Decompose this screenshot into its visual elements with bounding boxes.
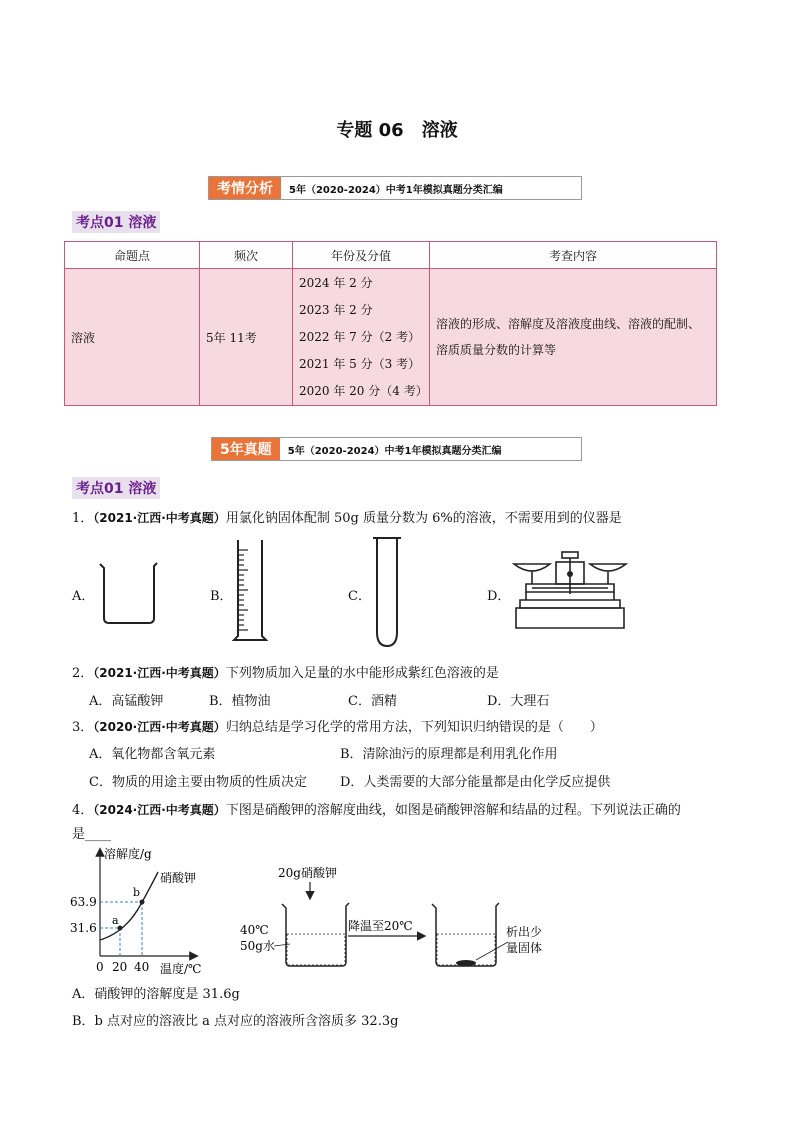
banner-subtitle: 5年（2020-2024）中考1年模拟真题分类汇编 (289, 184, 503, 196)
option: B．植物油 (209, 694, 271, 709)
option: C．酒精 (348, 694, 397, 709)
analysis-table (64, 241, 717, 406)
x-axis-label: 温度/℃ (160, 962, 202, 974)
option: C．物质的用途主要由物质的性质决定 (89, 775, 307, 790)
question-source: （2021·江西·中考真题） (93, 511, 226, 525)
beaker-icon (98, 560, 160, 626)
x-tick: 0 (96, 960, 104, 974)
knowledge-point-heading: 考点01 溶液 (72, 211, 160, 233)
result-label-line2: 量固体 (506, 941, 543, 955)
point-a-label: a (112, 914, 119, 927)
table-row (65, 269, 717, 406)
solubility-curve-graph (66, 844, 236, 974)
banner-tag: 5年真题 (212, 438, 280, 460)
question-1 (72, 507, 622, 526)
question-text: 归纳总结是学习化学的常用方法，下列知识归纳错误的是（ ） (225, 720, 603, 735)
curve-label: 硝酸钾 (160, 871, 197, 885)
process-step-label: 降温至20℃ (348, 919, 413, 933)
option-label: A． (72, 589, 95, 604)
option-label: C． (348, 589, 371, 604)
y-tick: 31.6 (70, 921, 97, 935)
question-4 (72, 799, 681, 818)
question-text: 下图是硝酸钾的溶解度曲线，如图是硝酸钾溶解和结晶的过程。下列说法正确的 (225, 803, 681, 818)
condition-temperature: 40℃ (240, 923, 269, 937)
question-source: （2024·江西·中考真题） (93, 803, 226, 817)
section-banner-exams (211, 437, 582, 461)
question-2 (72, 662, 499, 681)
precipitate-solid (456, 960, 476, 966)
question-3 (72, 716, 603, 735)
table-cell-frequency: 5年 11考 (200, 269, 293, 406)
option: B．清除油污的原理都是利用乳化作用 (340, 747, 558, 762)
year-entry: 2021 年 5 分（3 考） (299, 356, 421, 371)
question-source: （2021·江西·中考真题） (93, 666, 226, 680)
measuring-cylinder-icon (232, 538, 268, 644)
year-entry: 2020 年 20 分（4 考） (299, 383, 428, 398)
result-label-line1: 析出少 (506, 925, 543, 939)
banner-subtitle: 5年（2020-2024）中考1年模拟真题分类汇编 (287, 445, 502, 457)
option-label: D． (487, 589, 511, 604)
section-banner-analysis (208, 176, 582, 200)
table-cell-topic: 溶液 (65, 269, 200, 406)
added-substance-label: 20g硝酸钾 (278, 866, 337, 880)
table-cell-content: 溶液的形成、溶解度及溶液度曲线、溶液的配制、溶质质量分数的计算等 (430, 269, 717, 406)
x-tick: 20 (112, 960, 128, 974)
knowledge-point-heading: 考点01 溶液 (72, 477, 160, 499)
table-header: 命题点 (65, 242, 200, 269)
option: A．硝酸钾的溶解度是 31.6g (72, 987, 240, 1002)
option: B．b 点对应的溶液比 a 点对应的溶液所含溶质多 32.3g (72, 1014, 399, 1029)
question-text-continued: 是____ (72, 827, 112, 842)
test-tube-icon (370, 536, 404, 650)
year-entry: 2022 年 7 分（2 考） (299, 329, 421, 344)
x-tick: 40 (134, 960, 150, 974)
year-entry: 2023 年 2 分 (299, 302, 373, 317)
y-tick: 63.9 (70, 895, 97, 909)
option-label: B． (210, 589, 233, 604)
question-text: 用氯化钠固体配制 50g 质量分数为 6%的溶液，不需要用到的仪器是 (225, 511, 622, 526)
banner-tag: 考情分析 (209, 177, 281, 199)
question-number: 2． (72, 666, 94, 681)
crystallization-process-diagram (238, 862, 558, 974)
table-cell-years (293, 269, 430, 406)
year-entry: 2024 年 2 分 (299, 275, 373, 290)
question-text: 下列物质加入足量的水中能形成紫红色溶液的是 (225, 666, 499, 681)
question-number: 1． (72, 511, 94, 526)
option: D．大理石 (487, 694, 550, 709)
table-header: 考查内容 (430, 242, 717, 269)
page-title: 专题 06 溶液 (336, 120, 458, 141)
y-axis-label: 溶解度/g (104, 847, 152, 861)
option: A．氧化物都含氧元素 (89, 747, 216, 762)
balance-scale-icon (512, 548, 628, 634)
option: A．高锰酸钾 (89, 694, 164, 709)
option: D．人类需要的大部分能量都是由化学反应提供 (340, 775, 611, 790)
point-b-marker (140, 900, 145, 905)
question-number: 4． (72, 803, 94, 818)
condition-water: 50g水 (240, 939, 275, 953)
question-number: 3． (72, 720, 94, 735)
question-source: （2020·江西·中考真题） (93, 720, 226, 734)
table-header: 年份及分值 (293, 242, 430, 269)
point-b-label: b (133, 886, 141, 899)
table-header: 频次 (200, 242, 293, 269)
